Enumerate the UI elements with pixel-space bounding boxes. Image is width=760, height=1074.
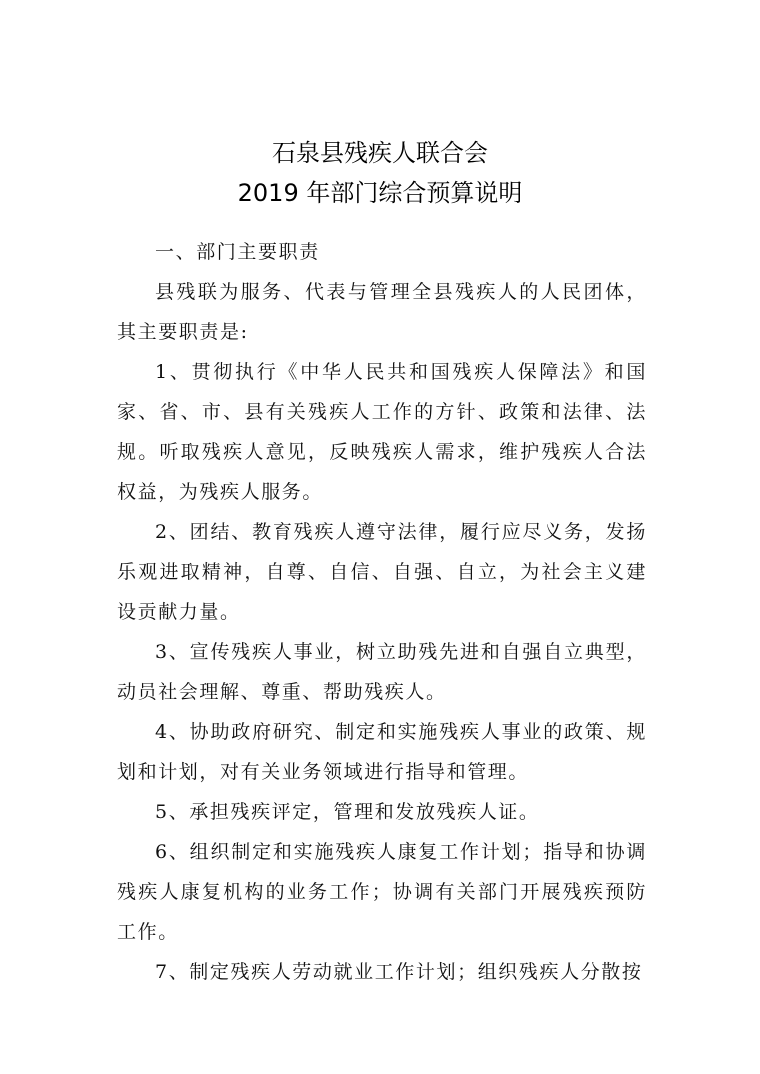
duty-item-5: 5、承担残疾评定，管理和发放残疾人证。 — [155, 801, 540, 823]
duty-item-3: 3、宣传残疾人事业，树立助残先进和自强自立典型，动员社会理解、尊重、帮助残疾人。 — [117, 641, 647, 703]
duty-item-6: 6、组织制定和实施残疾人康复工作计划；指导和协调残疾人康复机构的业务工作；协调有关部门开展残疾预防工作。 — [117, 841, 647, 943]
document-title — [0, 133, 760, 213]
duty-item-4: 4、协助政府研究、制定和实施残疾人事业的政策、规划和计划，对有关业务领域进行指导和管理。 — [117, 721, 647, 783]
duty-item-1: 1、贯彻执行《中华人民共和国残疾人保障法》和国家、省、市、县有关残疾人工作的方针、政策和法律、法规。听取残疾人意见，反映残疾人需求，维护残疾人合法权益，为残疾人服务。 — [117, 361, 647, 503]
title-organization: 石泉县残疾人联合会 — [272, 139, 488, 167]
title-budget-description: 2019 年部门综合预算说明 — [237, 179, 523, 207]
duty-item-7: 7、制定残疾人劳动就业工作计划；组织残疾人分散按 — [155, 961, 643, 983]
document-body — [117, 232, 647, 992]
intro-paragraph: 县残联为服务、代表与管理全县残疾人的人民团体，其主要职责是: — [117, 281, 647, 343]
section-heading-main-duties: 一、部门主要职责 — [155, 241, 320, 263]
duty-item-2: 2、团结、教育残疾人遵守法律，履行应尽义务，发扬乐观进取精神，自尊、自信、自强、自立，为社会主义建设贡献力量。 — [117, 521, 647, 623]
